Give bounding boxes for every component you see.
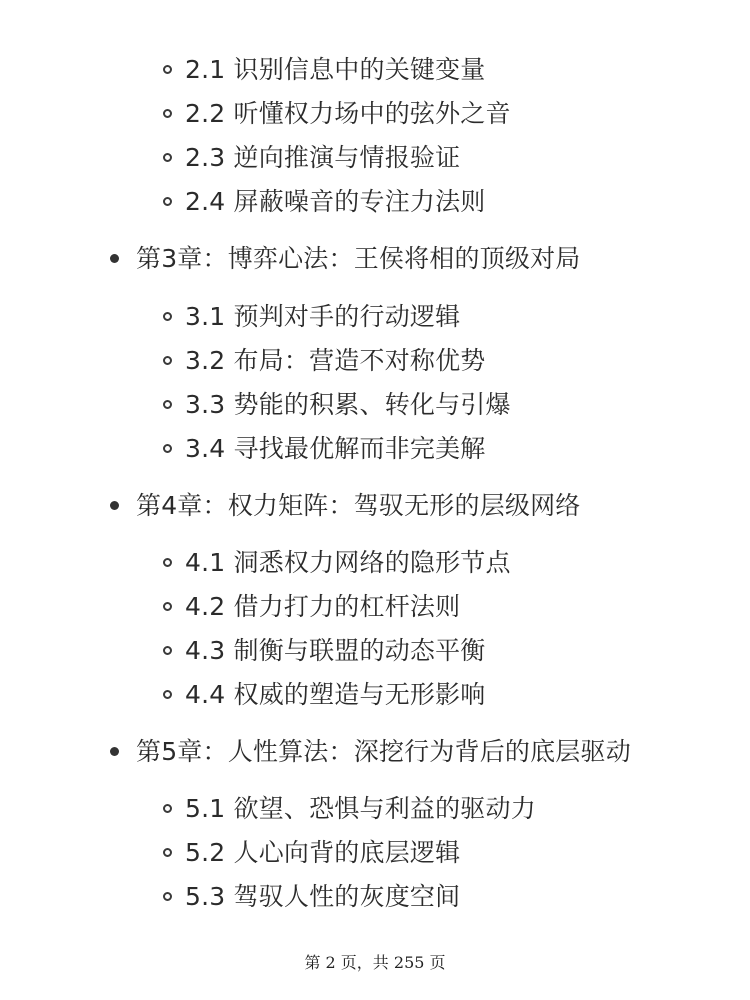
- hollow-bullet-icon: [163, 109, 172, 118]
- toc-item: [163, 392, 511, 417]
- toc-item-label: 2.4 屏蔽噪音的专注力法则: [185, 187, 486, 216]
- toc-item-label: 3.4 寻找最优解而非完美解: [185, 434, 486, 463]
- hollow-bullet-icon: [163, 197, 172, 206]
- hollow-bullet-icon: [163, 65, 172, 74]
- hollow-bullet-icon: [163, 444, 172, 453]
- toc-item: [163, 101, 511, 126]
- toc-chapter: [110, 493, 581, 518]
- page-number-label: 第 2 页，共 255 页: [304, 953, 446, 972]
- hollow-bullet-icon: [163, 356, 172, 365]
- hollow-bullet-icon: [163, 153, 172, 162]
- toc-item: [163, 796, 536, 821]
- toc-item-label: 2.1 识别信息中的关键变量: [185, 55, 486, 84]
- toc-item-label: 3.1 预判对手的行动逻辑: [185, 302, 461, 331]
- toc-item-label: 4.2 借力打力的杠杆法则: [185, 592, 461, 621]
- toc-item-label: 4.3 制衡与联盟的动态平衡: [185, 636, 486, 665]
- toc-item-label: 5.3 驾驭人性的灰度空间: [185, 882, 461, 911]
- toc-chapter: [110, 246, 581, 271]
- toc-item: [163, 682, 486, 707]
- toc-item-label: 3.3 势能的积累、转化与引爆: [185, 390, 511, 419]
- hollow-bullet-icon: [163, 558, 172, 567]
- toc-item-label: 4.4 权威的塑造与无形影响: [185, 680, 486, 709]
- page-footer: [0, 950, 750, 973]
- hollow-bullet-icon: [163, 804, 172, 813]
- hollow-bullet-icon: [163, 400, 172, 409]
- toc-chapter-label: 第3章：博弈心法：王侯将相的顶级对局: [136, 244, 581, 273]
- hollow-bullet-icon: [163, 892, 172, 901]
- toc-item: [163, 550, 511, 575]
- solid-bullet-icon: [110, 254, 119, 263]
- toc-item: [163, 436, 486, 461]
- hollow-bullet-icon: [163, 848, 172, 857]
- toc-item: [163, 840, 460, 865]
- hollow-bullet-icon: [163, 646, 172, 655]
- toc-item-label: 5.2 人心向背的底层逻辑: [185, 838, 461, 867]
- solid-bullet-icon: [110, 747, 119, 756]
- toc-item: [163, 884, 460, 909]
- toc-item: [163, 189, 486, 214]
- toc-item: [163, 304, 460, 329]
- toc-item-label: 3.2 布局：营造不对称优势: [185, 346, 486, 375]
- hollow-bullet-icon: [163, 690, 172, 699]
- toc-item: [163, 638, 486, 663]
- toc-item: [163, 57, 486, 82]
- toc-item: [163, 145, 460, 170]
- toc-chapter: [110, 739, 631, 764]
- toc-item-label: 2.2 听懂权力场中的弦外之音: [185, 99, 511, 128]
- toc-item-label: 5.1 欲望、恐惧与利益的驱动力: [185, 794, 536, 823]
- solid-bullet-icon: [110, 501, 119, 510]
- toc-item-label: 2.3 逆向推演与情报验证: [185, 143, 461, 172]
- toc-item: [163, 348, 486, 373]
- toc-item-label: 4.1 洞悉权力网络的隐形节点: [185, 548, 511, 577]
- toc-chapter-label: 第4章：权力矩阵：驾驭无形的层级网络: [136, 491, 581, 520]
- hollow-bullet-icon: [163, 602, 172, 611]
- toc-chapter-label: 第5章：人性算法：深挖行为背后的底层驱动: [136, 737, 631, 766]
- toc-item: [163, 594, 460, 619]
- hollow-bullet-icon: [163, 312, 172, 321]
